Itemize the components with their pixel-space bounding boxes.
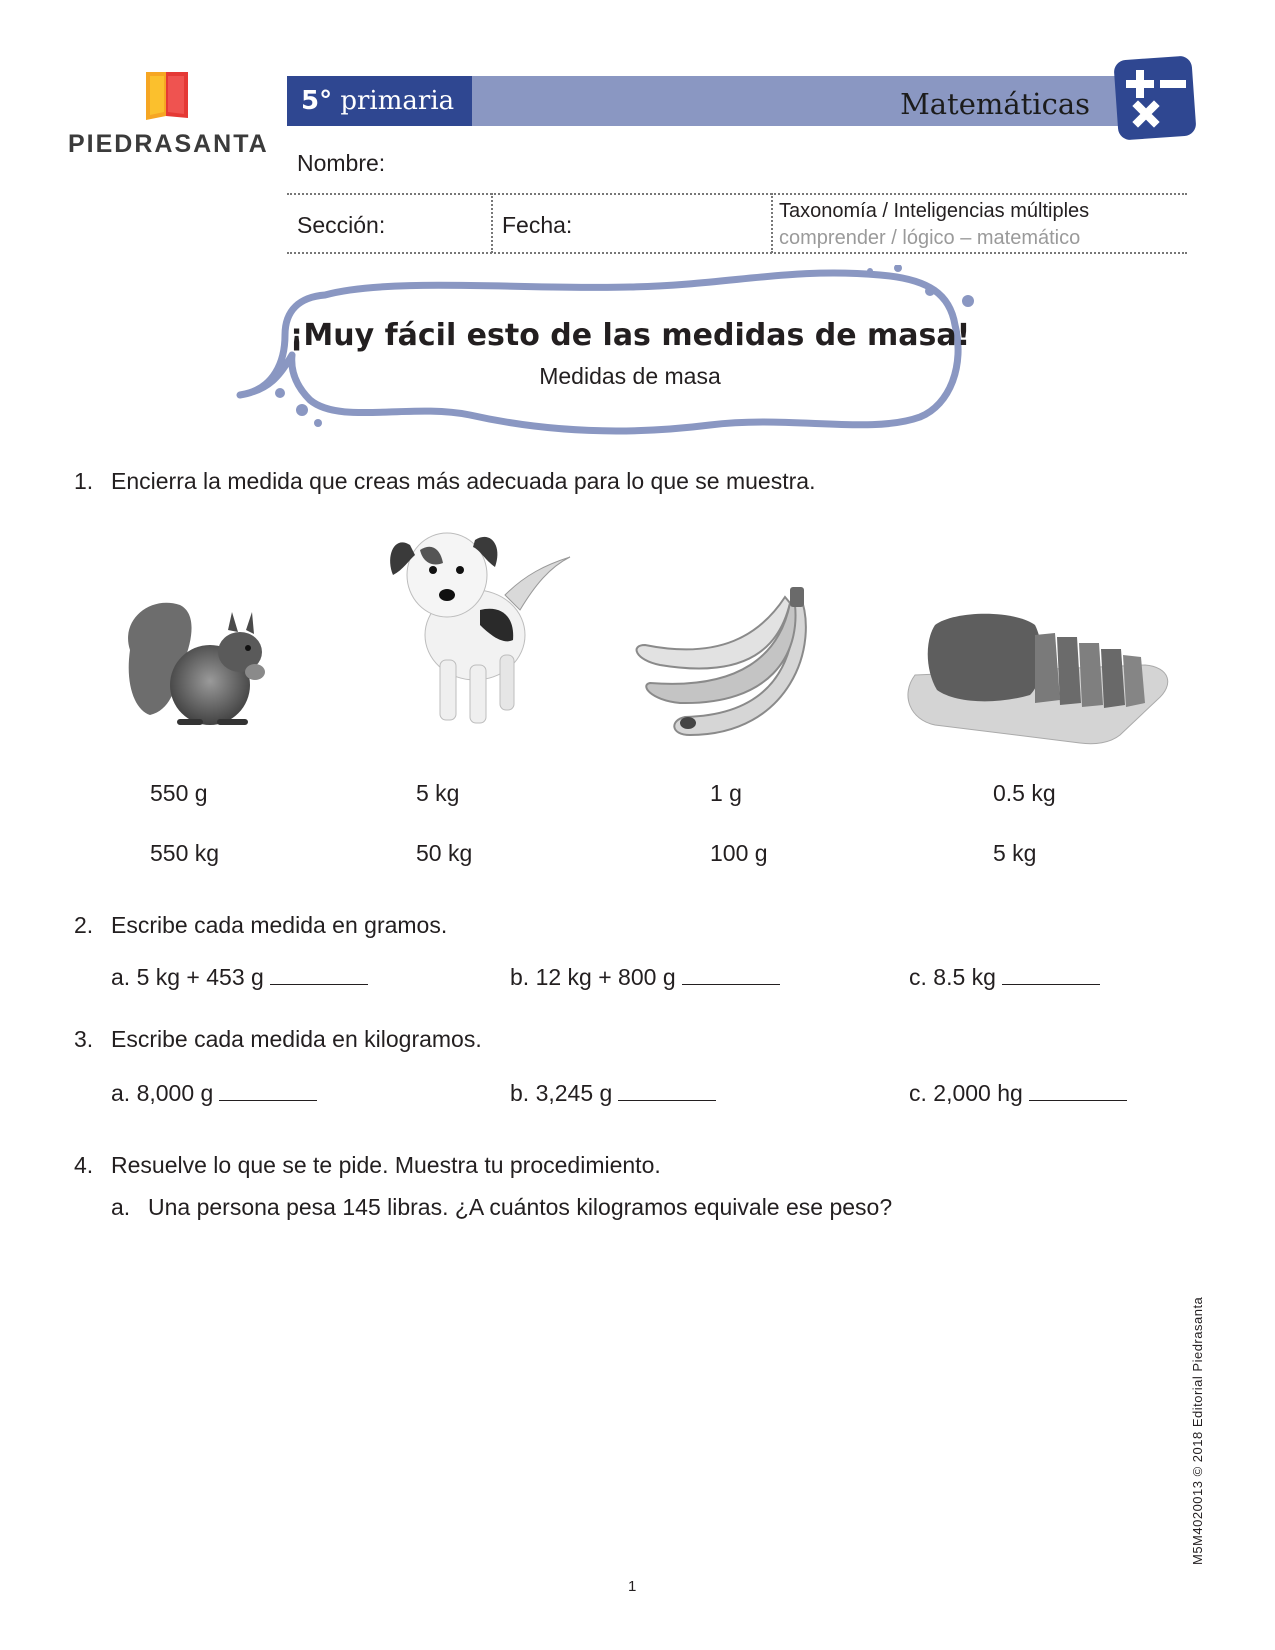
grade-label: primaria bbox=[340, 86, 455, 116]
q2-item-a-label: a. 5 kg + 453 g bbox=[111, 964, 264, 990]
q2-item-b[interactable] bbox=[510, 964, 780, 991]
q4-a-text: Una persona pesa 145 libras. ¿A cuántos kilogramos equivale ese peso? bbox=[148, 1194, 893, 1220]
q3-item-c[interactable] bbox=[909, 1080, 1127, 1107]
q2-number: 2. bbox=[74, 912, 94, 938]
puppy-image bbox=[385, 515, 575, 735]
q3-item-a[interactable] bbox=[111, 1080, 317, 1107]
q3-item-b[interactable] bbox=[510, 1080, 716, 1107]
worksheet-title: ¡Muy fácil esto de las medidas de masa! bbox=[289, 318, 971, 353]
divider-line bbox=[287, 252, 1187, 254]
math-operations-icon bbox=[1112, 54, 1198, 142]
logo-text: PIEDRASANTA bbox=[68, 130, 269, 158]
option-squirrel-1[interactable]: 550 g bbox=[150, 780, 208, 806]
answer-blank[interactable] bbox=[1002, 983, 1100, 985]
option-meat-1[interactable]: 0.5 kg bbox=[993, 780, 1056, 806]
meat-image bbox=[895, 605, 1175, 745]
q1-number: 1. bbox=[74, 468, 94, 494]
subject-title: Matemáticas bbox=[900, 87, 1090, 121]
q4-a-label: a. bbox=[111, 1194, 131, 1220]
fecha-label: Fecha: bbox=[502, 212, 573, 238]
book-icon bbox=[68, 70, 268, 130]
answer-blank[interactable] bbox=[682, 983, 780, 985]
q2-item-a[interactable] bbox=[111, 964, 368, 991]
grade-number: 5° bbox=[301, 86, 333, 116]
answer-blank[interactable] bbox=[270, 983, 368, 985]
option-meat-2[interactable]: 5 kg bbox=[993, 840, 1037, 866]
q3-item-a-label: a. 8,000 g bbox=[111, 1080, 214, 1106]
grade-badge bbox=[287, 76, 472, 126]
q4-number: 4. bbox=[74, 1152, 94, 1178]
option-squirrel-2[interactable]: 550 kg bbox=[150, 840, 220, 866]
q2-item-b-label: b. 12 kg + 800 g bbox=[510, 964, 676, 990]
answer-blank[interactable] bbox=[1029, 1099, 1127, 1101]
worksheet-subtitle: Medidas de masa bbox=[539, 363, 721, 389]
q3-text: Escribe cada medida en kilogramos. bbox=[111, 1026, 482, 1052]
squirrel-image bbox=[120, 590, 280, 740]
q3-item-b-label: b. 3,245 g bbox=[510, 1080, 613, 1106]
publisher-logo bbox=[68, 70, 268, 160]
q3-number: 3. bbox=[74, 1026, 94, 1052]
divider-line bbox=[287, 193, 1187, 195]
divider-vertical bbox=[771, 193, 773, 253]
taxonomy-label: Taxonomía / Inteligencias múltiples bbox=[779, 200, 1090, 222]
answer-blank[interactable] bbox=[219, 1099, 317, 1101]
answer-blank[interactable] bbox=[618, 1099, 716, 1101]
option-bananas-2[interactable]: 100 g bbox=[710, 840, 768, 866]
seccion-label: Sección: bbox=[297, 212, 386, 238]
taxonomy-values: comprender / lógico – matemático bbox=[779, 227, 1081, 249]
q2-item-c-label: c. 8.5 kg bbox=[909, 964, 996, 990]
q2-item-c[interactable] bbox=[909, 964, 1100, 991]
q4-text: Resuelve lo que se te pide. Muestra tu procedimiento. bbox=[111, 1152, 661, 1178]
q1-text: Encierra la medida que creas más adecuada para lo que se muestra. bbox=[111, 468, 816, 494]
title-cloud-shape bbox=[230, 265, 990, 455]
bananas-image bbox=[630, 585, 830, 745]
page-number: 1 bbox=[628, 1578, 637, 1595]
option-puppy-2[interactable]: 50 kg bbox=[416, 840, 473, 866]
q3-item-c-label: c. 2,000 hg bbox=[909, 1080, 1023, 1106]
divider-vertical bbox=[491, 193, 493, 253]
q2-text: Escribe cada medida en gramos. bbox=[111, 912, 448, 938]
option-puppy-1[interactable]: 5 kg bbox=[416, 780, 460, 806]
option-bananas-1[interactable]: 1 g bbox=[710, 780, 742, 806]
nombre-label: Nombre: bbox=[297, 150, 386, 176]
publisher-code: M5M4020013 © 2018 Editorial Piedrasanta bbox=[1190, 1296, 1205, 1565]
